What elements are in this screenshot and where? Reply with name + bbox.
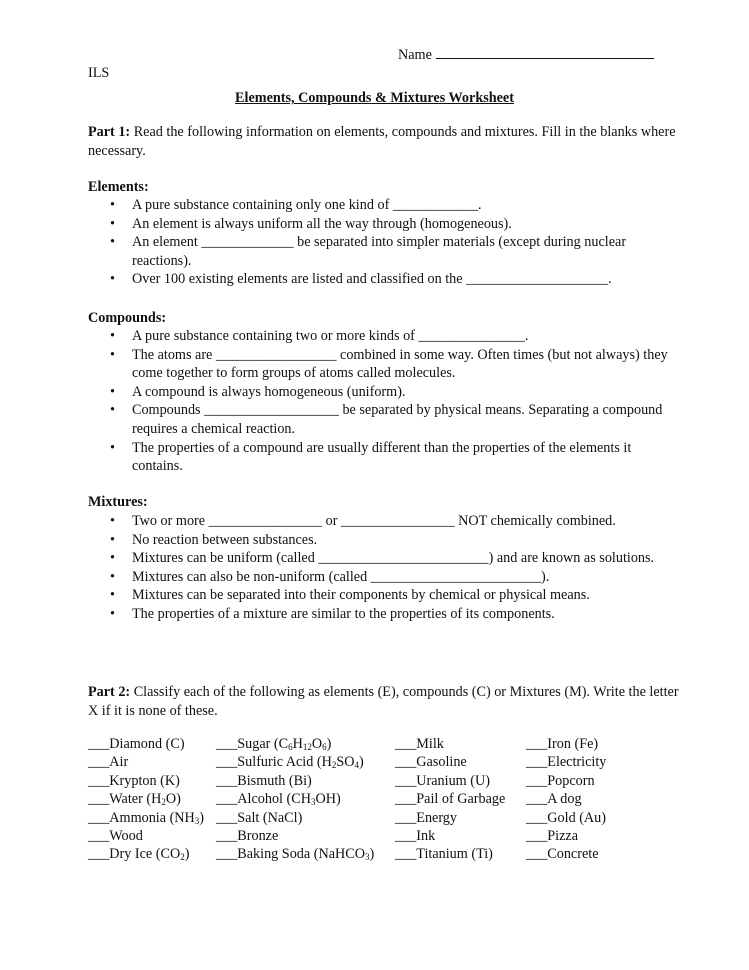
classify-item[interactable]: ___Diamond (C) bbox=[88, 736, 185, 752]
classify-item[interactable]: ___Dry Ice $(CO_2)$ bbox=[88, 846, 190, 863]
classify-item[interactable]: ___Ink bbox=[395, 827, 436, 844]
classify-item[interactable]: ___Concrete bbox=[526, 846, 599, 863]
classify-item[interactable]: ___Bronze bbox=[216, 827, 279, 844]
compounds-list bbox=[88, 327, 668, 476]
classify-item[interactable]: ___Gasoline bbox=[395, 754, 467, 771]
list-item: • No reaction between substances. bbox=[88, 531, 668, 550]
elements-heading: Elements: bbox=[88, 179, 149, 195]
classify-item[interactable]: ___Titanium (Ti) bbox=[395, 846, 493, 863]
classify-column-2 bbox=[216, 735, 374, 864]
part1-text: Read the following information on elements, compounds and mixtures. Fill in the blanks where necessary. bbox=[88, 124, 676, 159]
list-item: • An element is always uniform all the way through (homogeneous). bbox=[88, 215, 668, 234]
list-item: • The atoms are _________________ combined in some way. Often times (but not always) they come together to form groups of atoms called molecules. bbox=[88, 346, 668, 383]
worksheet-title: Elements, Compounds & Mixtures Worksheet bbox=[235, 90, 514, 106]
list-item: • Over 100 existing elements are listed and classified on the ____________________. bbox=[88, 270, 668, 289]
classify-item[interactable]: ___Baking Soda (NaHCO$_3$) bbox=[216, 846, 375, 863]
part2-instructions bbox=[88, 683, 688, 720]
list-item: • Mixtures can be uniform (called ________________________) and are known as solutions. bbox=[88, 549, 668, 568]
part1-instructions bbox=[88, 123, 678, 160]
name-label: Name bbox=[398, 47, 432, 63]
classify-item[interactable]: ___Alcohol $(CH_3OH)$ bbox=[216, 791, 341, 808]
classify-item[interactable]: ___Ammonia $(NH_3)$ bbox=[88, 809, 205, 826]
name-field[interactable] bbox=[398, 44, 654, 65]
classify-item[interactable]: ___Wood bbox=[88, 827, 143, 844]
classify-column-1 bbox=[88, 735, 204, 864]
list-item: • Mixtures can be separated into their components by chemical or physical means. bbox=[88, 586, 668, 605]
classify-item[interactable]: ___Water $(H_2O)$ bbox=[88, 791, 181, 808]
mixtures-list bbox=[88, 512, 668, 624]
classify-item[interactable]: ___Energy bbox=[395, 809, 457, 826]
elements-list bbox=[88, 196, 668, 289]
list-item: • A compound is always homogeneous (uniform). bbox=[88, 383, 668, 402]
classify-item[interactable]: ___Popcorn bbox=[526, 772, 595, 789]
classify-item[interactable]: ___Electricity bbox=[526, 754, 607, 771]
classify-item[interactable]: ___Bismuth (Bi) bbox=[216, 772, 312, 789]
compounds-heading: Compounds: bbox=[88, 310, 167, 326]
classify-item[interactable]: ___Pizza bbox=[526, 827, 579, 844]
part1-label: Part 1: bbox=[88, 124, 131, 140]
list-item: • Compounds ___________________ be separated by physical means. Separating a compound requires a chemical reaction. bbox=[88, 401, 668, 438]
list-item: • A pure substance containing two or more kinds of _______________. bbox=[88, 327, 668, 346]
classify-item[interactable]: ___Uranium (U) bbox=[395, 772, 490, 789]
classify-item[interactable]: ___A dog bbox=[526, 791, 582, 808]
classify-item[interactable]: ___Sulfuric Acid $(H_2SO_4)$ bbox=[216, 754, 364, 771]
classify-item[interactable]: ___Pail of Garbage bbox=[395, 791, 506, 808]
list-item: • The properties of a mixture are similar to the properties of its components. bbox=[88, 605, 668, 624]
mixtures-heading: Mixtures: bbox=[88, 494, 148, 510]
classify-item[interactable]: ___Krypton (K) bbox=[88, 772, 180, 789]
name-blank[interactable] bbox=[436, 44, 654, 59]
list-item: • The properties of a compound are usually different than the properties of the elements it contains. bbox=[88, 439, 668, 476]
list-item: • Mixtures can also be non-uniform (called ________________________). bbox=[88, 568, 668, 587]
part2-text: Classify each of the following as elements (E), compounds (C) or Mixtures (M). Write the letter X if it is none of these. bbox=[88, 684, 679, 719]
classify-item[interactable]: ___Milk bbox=[395, 736, 444, 752]
classify-column-4 bbox=[526, 735, 606, 864]
classify-item[interactable]: ___Iron (Fe) bbox=[526, 736, 599, 752]
classify-item[interactable]: ___Salt (NaCl) bbox=[216, 809, 303, 826]
part2-label: Part 2: bbox=[88, 684, 131, 700]
list-item: • An element _____________ be separated into simpler materials (except during nuclear reactions). bbox=[88, 233, 668, 270]
classify-item[interactable]: ___Gold (Au) bbox=[526, 809, 606, 826]
class-label: ILS bbox=[88, 65, 110, 81]
classify-item[interactable]: ___Sugar $(C_6H_{12}O_6)$ bbox=[216, 736, 332, 752]
list-item: • A pure substance containing only one kind of ____________. bbox=[88, 196, 668, 215]
list-item: • Two or more ________________ or ________________ NOT chemically combined. bbox=[88, 512, 668, 531]
classify-column-3 bbox=[395, 735, 505, 864]
classify-item[interactable]: ___Air bbox=[88, 754, 129, 771]
